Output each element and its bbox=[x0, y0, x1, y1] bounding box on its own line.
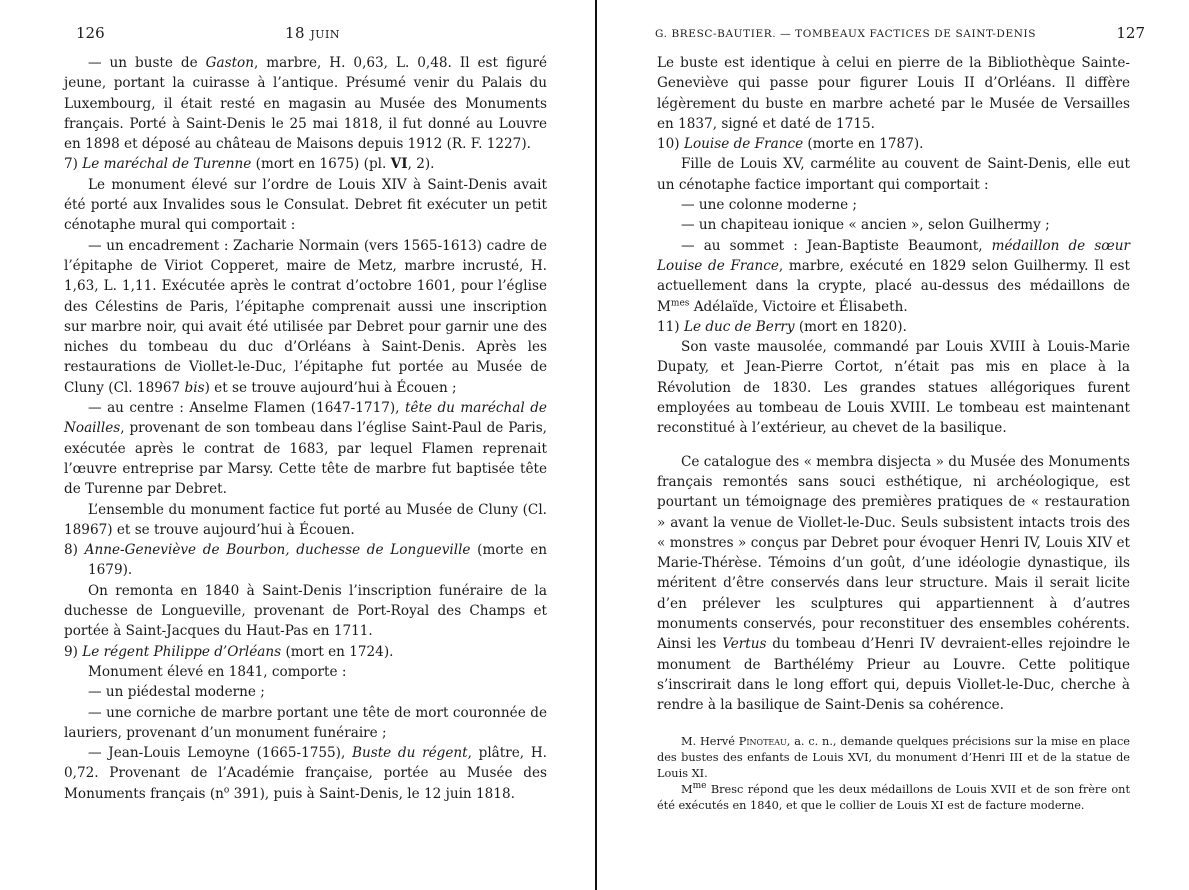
paragraph bbox=[657, 134, 1130, 154]
text-run: , provenant de son tombeau dans l’église Saint-Paul de Paris, exécutée après le contrat de 1683, par lequel Flamen reprenait l’œuvre entreprise par Marsy. Cette tête de marbre fut baptisée tête de Turenne par Debret. bbox=[64, 420, 547, 498]
text-run: (mort en 1724). bbox=[281, 643, 394, 660]
text-run: médaillon de sœur Louise de France bbox=[657, 237, 1130, 274]
text-run: bis bbox=[184, 379, 205, 396]
text-run: , marbre, exécuté en 1829 selon Guilhermy. Il est actuellement dans la crypte, placé au-dessus des médaillons de M bbox=[657, 257, 1130, 315]
text-run: On remonta en 1840 à Saint-Denis l’inscription funéraire de la duchesse de Longueville, provenant de Port-Royal des Champs et portée à Saint-Jacques du Haut-Pas en 1711. bbox=[64, 582, 547, 640]
paragraph bbox=[657, 734, 1130, 782]
text-run: tête du maréchal de Noailles bbox=[64, 400, 547, 437]
text-run: o bbox=[223, 785, 230, 796]
text-run: (morte en 1787). bbox=[803, 136, 924, 153]
text-run: — un piédestal moderne ; bbox=[88, 684, 265, 701]
paragraph bbox=[657, 154, 1130, 195]
text-run: (morte en 1679). bbox=[88, 542, 548, 579]
text-run: — une corniche de marbre portant une tête de mort couronnée de lauriers, provenant d’un monument funéraire ; bbox=[64, 704, 547, 741]
text-run: Vertus bbox=[722, 636, 767, 653]
text-run: M bbox=[681, 782, 693, 796]
text-run: Le maréchal de Turenne bbox=[82, 156, 252, 173]
text-run: — un encadrement : Zacharie Normain (vers 1565-1613) cadre de l’épitaphe de Viriot Copperet, maire de Metz, marbre incrusté, H. 1,63, L. 1,11. Exécutée après le contrat d’octobre 1601, pour l’église des Célestins de Paris, l’épitaphe comprenait aussi une inscription sur marbre noir, qui avait été utilisée par Debret pour garnir une des niches du tombeau du duc d’Orléans à Saint-Denis. Après les restaurations de Viollet-le-Duc, l’épitaphe fut portée au Musée de Cluny (Cl. 18967 bbox=[64, 237, 547, 396]
text-run: Le régent Philippe d’Orléans bbox=[82, 643, 282, 660]
left-page-header bbox=[0, 24, 595, 44]
text-run: 10) bbox=[657, 136, 684, 153]
running-head: 18 juin bbox=[285, 24, 341, 42]
text-run: L’ensemble du monument factice fut porté au Musée de Cluny (Cl. 18967) et se trouve aujourd’hui à Écouen. bbox=[64, 501, 547, 538]
paragraph bbox=[657, 452, 1130, 716]
text-run: — au centre : Anselme Flamen (1647-1717), bbox=[88, 400, 405, 417]
paragraph bbox=[64, 175, 547, 236]
paragraph bbox=[64, 500, 547, 541]
text-run: Le monument élevé sur l’ordre de Louis XIV à Saint-Denis avait été porté aux Invalides sous le Consulat. Debret fit exécuter un petit cénotaphe mural qui comportait : bbox=[64, 176, 547, 234]
paragraph bbox=[657, 53, 1130, 134]
paragraph bbox=[64, 398, 547, 499]
paragraph bbox=[64, 581, 547, 642]
paragraph bbox=[64, 236, 547, 398]
text-run: Adélaïde, Victoire et Élisabeth. bbox=[689, 298, 908, 315]
text-run: Le buste est identique à celui en pierre de la Bibliothèque Sainte-Geneviève qui passe pour figurer Louis II d’Orléans. Il diffère légèrement du buste en marbre acheté par le Musée de Versailles en 1837, signé et daté de 1715. bbox=[657, 55, 1130, 132]
running-head: G. BRESC-BAUTIER. — TOMBEAUX FACTICES DE SAINT-DENIS bbox=[655, 28, 1037, 40]
text-run: Son vaste mausolée, commandé par Louis XVIII à Louis-Marie Dupaty, et Jean-Pierre Cortot, n’était pas mis en place à la Révolution de 1830. Les grandes statues allégoriques furent employées au tombeau de Louis XVIII. Le tombeau est maintenant reconstitué à l’extérieur, au chevet de la basilique. bbox=[657, 339, 1130, 437]
text-run: 11) bbox=[657, 318, 684, 335]
left-page-body bbox=[64, 53, 547, 804]
text-run: Bresc répond que les deux médaillons de Louis XVII et de son frère ont été exécutés en 1840, et que le collier de Louis XI est de facture moderne. bbox=[657, 782, 1130, 812]
text-run: Pinoteau bbox=[738, 734, 787, 748]
text-run: Buste du régent bbox=[352, 745, 468, 762]
right-page-body bbox=[657, 53, 1130, 814]
text-run: mes bbox=[670, 298, 690, 309]
paragraph bbox=[657, 317, 1130, 337]
text-run: — un chapiteau ionique « ancien », selon Guilhermy ; bbox=[681, 217, 1050, 234]
paragraph bbox=[64, 662, 547, 682]
paragraph bbox=[657, 782, 1130, 814]
paragraph bbox=[64, 703, 547, 744]
text-run: 7) bbox=[64, 156, 83, 173]
text-run: — une colonne moderne ; bbox=[681, 197, 858, 214]
text-run: VI bbox=[390, 156, 408, 173]
text-run: Le duc de Berry bbox=[683, 318, 795, 335]
paragraph bbox=[657, 195, 1130, 215]
paragraph bbox=[657, 215, 1130, 235]
text-run: 9) bbox=[64, 643, 83, 660]
text-run: 8) bbox=[64, 542, 85, 559]
paragraph bbox=[64, 53, 547, 154]
page-number: 127 bbox=[1116, 24, 1145, 42]
right-page bbox=[597, 0, 1189, 890]
paragraph bbox=[64, 154, 547, 174]
text-run: , marbre, H. 0,63, L. 0,48. Il est figuré jeune, portant la cuirasse à l’antique. Présumé venir du Palais du Luxembourg, il était resté en magasin au Musée des Monuments français. Porté à Saint-Denis le 25 mai 1818, il fut donné au Louvre en 1898 et déposé au château de Maisons depuis 1912 (R. F. 1227). bbox=[64, 55, 548, 153]
text-run: (mort en 1820). bbox=[794, 318, 907, 335]
text-run: Monument élevé en 1841, comporte : bbox=[88, 663, 347, 680]
page-number: 126 bbox=[76, 24, 105, 42]
paragraph bbox=[64, 642, 547, 662]
text-run: me bbox=[692, 780, 707, 791]
text-run: , 2). bbox=[407, 156, 435, 173]
paragraph bbox=[64, 682, 547, 702]
text-run: du tombeau d’Henri IV devraient-elles rejoindre le monument de Barthélémy Prieur au Louvre. Cette politique s’inscrirait dans le long effort qui, depuis Viollet-le-Duc, cherche à rendre à la basilique de Saint-Denis sa cohérence. bbox=[657, 636, 1130, 714]
text-run: Gaston bbox=[205, 55, 254, 71]
text-run: , a. c. n., demande quelques précisions sur la mise en place des bustes des enfants de Louis XVI, du monument d’Henri III et de la statue de Louis XI. bbox=[657, 734, 1130, 780]
text-run: Anne-Geneviève de Bourbon, duchesse de Longueville bbox=[84, 542, 471, 559]
text-run: Louise de France bbox=[683, 136, 804, 153]
text-run: — au sommet : Jean-Baptiste Beaumont, bbox=[681, 237, 992, 254]
text-run: Ce catalogue des « membra disjecta » du Musée des Monuments français remontés sans souci esthétique, ni archéologique, est pourtant un témoignage des premières pratiques de « restauration » avant la venue de Viollet-le-Duc. Seuls subsistent intacts trois des « monstres » conçus par Debret pour évoquer Henri IV, Louis XIV et Marie-Thérèse. Témoins d’un goût, d’une idéologie dynastique, ils méritent d’être conservés dans leur structure. Mais il serait licite d’en prélever les sculptures qui appartiennent à d’autres monuments conservés, pour reconstituer des ensembles cohérents. Ainsi les bbox=[657, 453, 1130, 653]
paragraph bbox=[657, 337, 1130, 438]
text-run: — un buste de bbox=[88, 55, 206, 71]
paragraph bbox=[657, 236, 1130, 317]
text-run: 391), puis à Saint-Denis, le 12 juin 1818. bbox=[229, 785, 515, 802]
text-run: M. Hervé bbox=[681, 734, 739, 748]
paragraph bbox=[64, 540, 547, 581]
text-run: — Jean-Louis Lemoyne (1665-1755), bbox=[88, 745, 352, 762]
right-page-header bbox=[597, 24, 1189, 44]
text-run: Fille de Louis XV, carmélite au couvent de Saint-Denis, elle eut un cénotaphe factice important qui comportait : bbox=[657, 156, 1130, 193]
text-run: , plâtre, H. 0,72. Provenant de l’Académie française, portée au Musée des Monuments français (n bbox=[64, 745, 547, 802]
paragraph bbox=[64, 743, 547, 804]
text-run: ) et se trouve aujourd’hui à Écouen ; bbox=[204, 379, 457, 396]
text-run: (mort en 1675) (pl. bbox=[251, 156, 391, 173]
